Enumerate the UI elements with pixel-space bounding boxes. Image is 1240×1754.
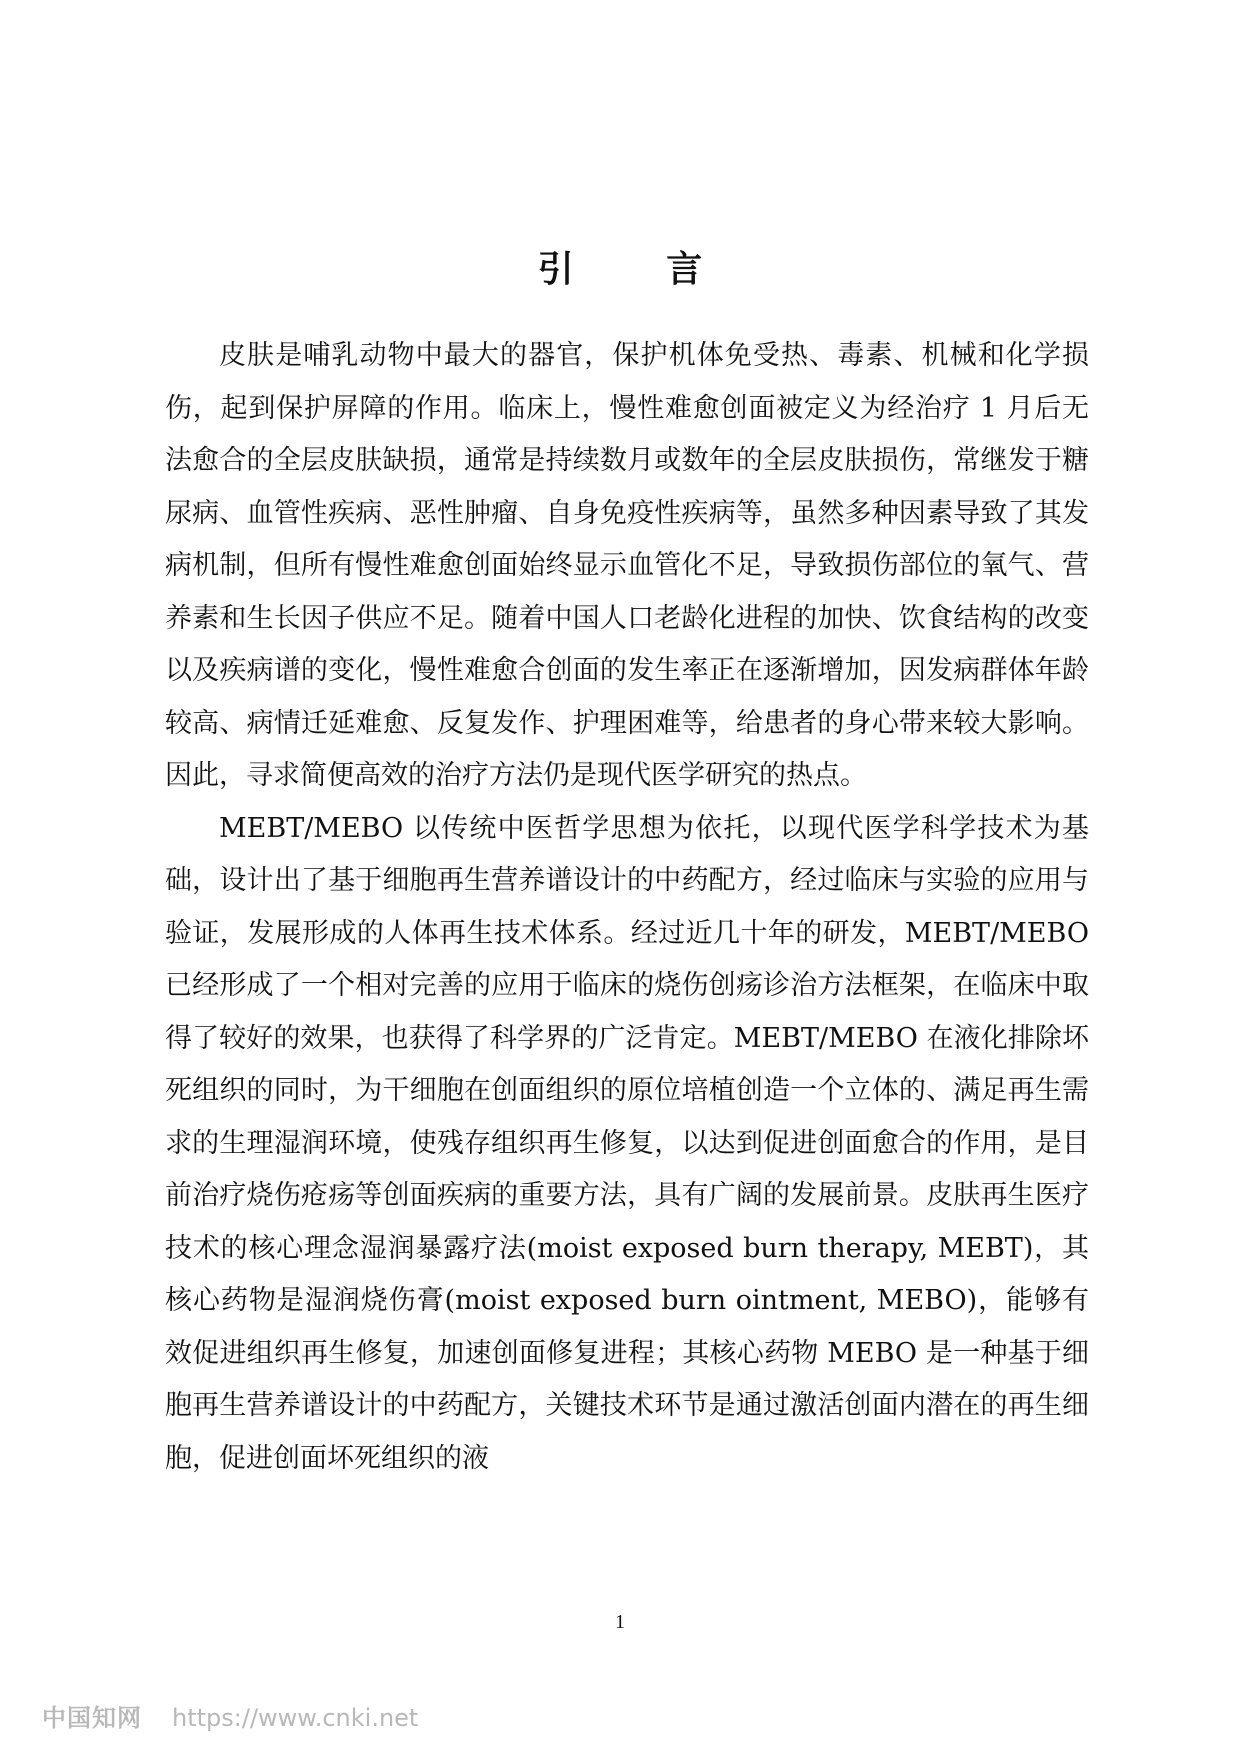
paragraph-mebt-mebo: MEBT/MEBO 以传统中医哲学思想为依托，以现代医学科学技术为基础，设计出了基于细胞再生营养谱设计的中药配方，经过临床与实验的应用与验证，发展形成的人体再生技术体系。经过近几十年的研发，MEBT/MEBO 已经形成了一个相对完善的应用于临床的烧伤创疡诊治方法框架，在临床中取得了较好的效果，也获得了科学界的广泛肯定。MEBT/MEBO 在液化排除坏死组织的同时，为干细胞在创面组织的原位培植创造一个立体的、满足再生需求的生理湿润环境，使残存组织再生修复，以达到促进创面愈合的作用，是目前治疗烧伤疮疡等创面疾病的重要方法，具有广阔的发展前景。皮肤再生医疗技术的核心理念湿润暴露疗法(moist exposed burn therapy, MEBT)，其核心药物是湿润烧伤膏(moist exposed burn ointment, MEBO)，能够有效促进组织再生修复，加速创面修复进程；其核心药物 MEBO 是一种基于细胞再生营养谱设计的中药配方，关键技术环节是通过激活创面内潜在的再生细胞，促进创面坏死组织的液 — [165, 812, 1089, 1474]
watermark-url: https://www.cnki.net — [172, 1704, 419, 1732]
paragraph-intro: 皮肤是哺乳动物中最大的器官，保护机体免受热、毒素、机械和化学损伤，起到保护屏障的作用。临床上，慢性难愈创面被定义为经治疗 1 月后无法愈合的全层皮肤缺损，通常是持续数月或数年的全层皮肤损伤，常继发于糖尿病、血管性疾病、恶性肿瘤、自身免疫性疾病等，虽然多种因素导致了其发病机制，但所有慢性难愈创面始终显示血管化不足，导致损伤部位的氧气、营养素和生长因子供应不足。随着中国人口老龄化进程的加快、饮食结构的改变以及疾病谱的变化，慢性难愈合创面的发生率正在逐渐增加，因发病群体年龄较高、病情迁延难愈、反复发作、护理困难等，给患者的身心带来较大影响。因此，寻求简便高效的治疗方法仍是现代医学研究的热点。 — [165, 340, 1089, 791]
cnki-watermark — [42, 1698, 418, 1733]
body-text — [165, 330, 1089, 1485]
watermark-brand: 中国知网 — [42, 1704, 142, 1732]
page-number: 1 — [615, 1611, 625, 1633]
section-heading: 引 言 — [537, 249, 743, 291]
